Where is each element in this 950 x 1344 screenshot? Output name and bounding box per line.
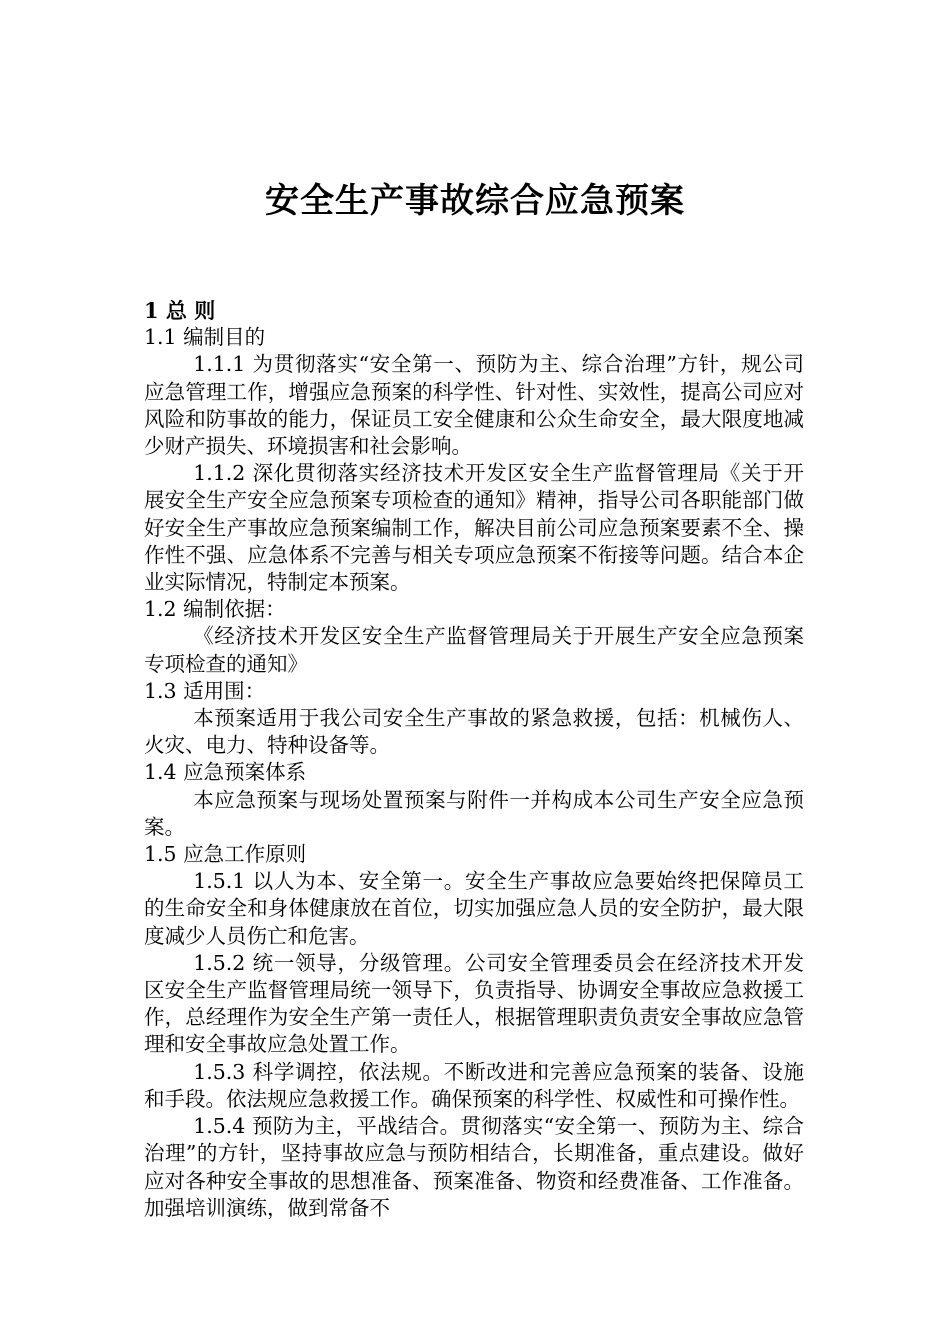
paragraph-1-1-1: 1.1.1 为贯彻落实“安全第一、预防为主、综合治理”方针，规公司应急管理工作，增强应急预案的科学性、针对性、实效性，提高公司应对风险和防事故的能力，保证员工安全健康和公众生命安全，最大限度地减少财产损失、环境损害和社会影响。 [144, 352, 804, 459]
paragraph-1-1-2: 1.1.2 深化贯彻落实经济技术开发区安全生产监督管理局《关于开展安全生产安全应急预案专项检查的通知》精神，指导公司各职能部门做好安全生产事故应急预案编制工作，解决目前公司应急预案要素不全、操作性不强、应急体系不完善与相关专项应急预案不衔接等问题。结合本企业实际情况，特制定本预案。 [144, 461, 804, 595]
subsection-heading-1-3: 1.3 适用围： [144, 678, 266, 703]
paragraph-1-5-3: 1.5.3 科学调控，依法规。不断改进和完善应急预案的装备、设施和手段。依法规应急救援工作。确保预案的科学性、权威性和可操作性。 [144, 1059, 804, 1111]
paragraph-1-4: 本应急预案与现场处置预案与附件一并构成本公司生产安全应急预案。 [144, 787, 804, 839]
paragraph-1-5-1: 1.5.1 以人为本、安全第一。安全生产事故应急要始终把保障员工的生命安全和身体健康放在首位，切实加强应急人员的安全防护，最大限度减少人员伤亡和危害。 [144, 869, 804, 948]
paragraph-1-5-2: 1.5.2 统一领导，分级管理。公司安全管理委员会在经济技术开发区安全生产监督管理局统一领导下，负责指导、协调安全事故应急救援工作，总经理作为安全生产第一责任人，根据管理职责负责安全事故应急管理和安全事故应急处置工作。 [144, 950, 804, 1057]
document-body [144, 297, 804, 1222]
subsection-heading-1-2: 1.2 编制依据： [144, 597, 286, 622]
section-heading-1: 1 总 则 [144, 298, 216, 323]
subsection-heading-1-1: 1.1 编制目的 [144, 325, 266, 350]
subsection-heading-1-5: 1.5 应急工作原则 [144, 842, 307, 867]
subsection-heading-1-4: 1.4 应急预案体系 [144, 760, 307, 785]
paragraph-1-2: 《经济技术开发区安全生产监督管理局关于开展生产安全应急预案专项检查的通知》 [144, 624, 804, 676]
document-title: 安全生产事故综合应急预案 [265, 181, 685, 221]
paragraph-1-5-4: 1.5.4 预防为主，平战结合。贯彻落实“安全第一、预防为主、综合治理”的方针，坚持事故应急与预防相结合，长期准备，重点建设。做好应对各种安全事故的思想准备、预案准备、物资和经费准备、工作准备。加强培训演练，做到常备不 [144, 1114, 804, 1220]
paragraph-1-3: 本预案适用于我公司安全生产事故的紧急救援，包括：机械伤人、火灾、电力、特种设备等。 [144, 706, 804, 758]
